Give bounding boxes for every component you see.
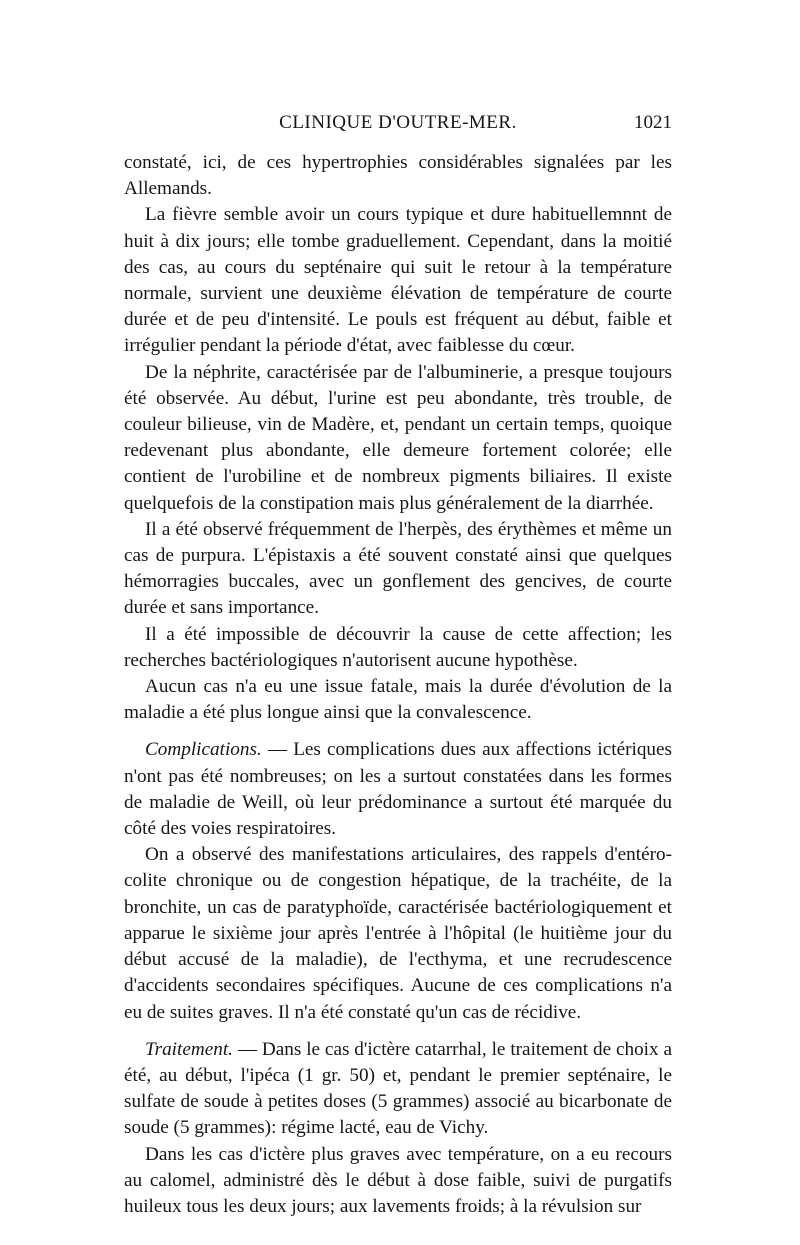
treatment-heading: Traitement. [145,1038,233,1060]
treatment-text: — Dans le cas d'ictère catarrhal, le traitement de choix a été, au début, l'ipéca (1 gr. 50) et, pendant le premier septénaire, le sulfate de soude à petites doses (5 grammes) associé au bicarbonate de soude (5 grammes): régime lacté, eau de Vichy. [124,1038,672,1139]
running-title: CLINIQUE D'OUTRE-MER. [279,112,517,133]
page-number: 1021 [634,112,672,133]
paragraph-herpes: Il a été observé fréquemment de l'herpès, des érythèmes et même un cas de purpura. L'épistaxis a été souvent constaté ainsi que quelques hémorragies buccales, avec un gonflement des gencives, de courte durée et sans importance. [124,518,672,619]
paragraph-continued: constaté, ici, de ces hypertrophies considérables signalées par les Allemands. [124,152,672,200]
paragraph-cause: Il a été impossible de découvrir la cause de cette affection; les recherches bactériologiques n'autorisent aucune hypothèse. [124,623,672,671]
treatment-paragraph-2: Dans les cas d'ictère plus graves avec température, on a eu recours au calomel, administré dès le début à dose faible, suivi de purgatifs huileux tous les deux jours; aux lavements froids; à la révulsion sur [124,1143,672,1217]
running-head [124,112,672,142]
treatment-paragraph [124,1037,672,1142]
paragraph-outcome: Aucun cas n'a eu une issue fatale, mais la durée d'évolution de la maladie a été plus longue ainsi que la convalescence. [124,676,672,724]
complications-heading: Complications. [145,739,262,761]
complications-paragraph [124,737,672,842]
complications-text: — Les complications dues aux affections ictériques n'ont pas été nombreuses; on les a surtout constatées dans les formes de maladie de Weill, où leur prédominance a surtout été marquée du côté des voies respiratoires. [124,739,672,840]
body-text [124,150,672,1220]
complications-paragraph-2: On a observé des manifestations articulaires, des rappels d'entéro-colite chronique ou de congestion hépatique, de la trachéite, de la bronchite, un cas de paratyphoïde, caractérisée bactériologiquement et apparue le sixième jour après l'entrée à l'hôpital (le huitième jour du début accusé de la maladie), de l'ecthyma, et une recrudescence d'accidents secondaires spécifiques. Aucune de ces complications n'a eu de suites graves. Il n'a été constaté qu'un cas de récidive. [124,844,672,1023]
paragraph-fever: La fièvre semble avoir un cours typique et dure habituellemnnt de huit à dix jours; elle tombe graduellement. Cependant, dans la moitié des cas, au cours du septénaire qui suit le retour à la température normale, survient une deuxième élévation de température de courte durée et de peu d'intensité. Le pouls est fréquent au début, faible et irrégulier pendant la période d'état, avec faiblesse du cœur. [124,204,672,357]
paragraph-nephritis: De la néphrite, caractérisée par de l'albuminerie, a presque toujours été observée. Au début, l'urine est peu abondante, très trouble, de couleur bilieuse, vin de Madère, et, pendant un certain temps, quoique redevenant plus abondante, elle demeure fortement colorée; elle contient de l'urobiline et de nombreux pigments biliaires. Il existe quelquefois de la constipation mais plus généralement de la diarrhée. [124,361,672,514]
